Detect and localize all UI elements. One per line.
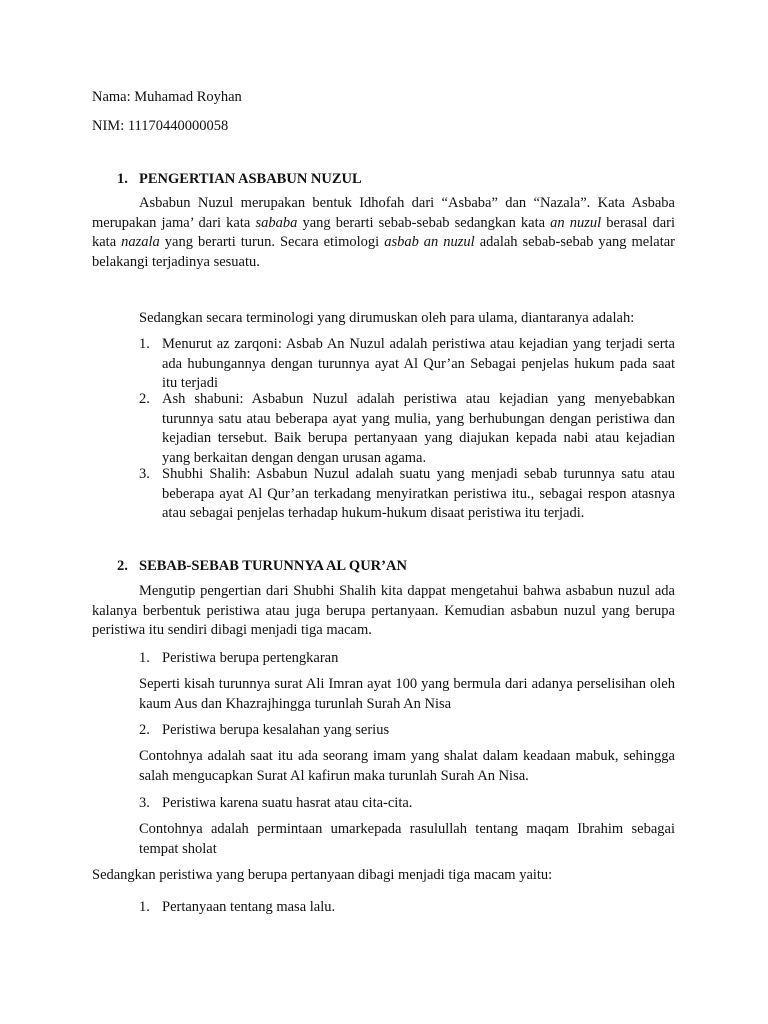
definition-3-number: 3. (139, 466, 150, 482)
definition-3-text: Shubhi Shalih: Asbabun Nuzul adalah suatu yang menjadi sebab turunnya satu atau beberapa ayat Al Qur’an terkadang menyiratkan peristiwa itu., sebagai respon atasnya atau sebagai penjelas terhadap hukum-hukum disaat peristiwa itu terjadi. (162, 466, 675, 521)
section1-number: 1. (117, 171, 128, 187)
student-name: Nama: Muhamad Royhan (92, 89, 242, 105)
definition-2-number: 2. (139, 391, 150, 407)
definition-2-text: Ash shabuni: Asbabun Nuzul adalah peristiwa atau kejadian yang menyebabkan turunnya satu atau beberapa ayat yang mulia, yang berhubungan dengan peristiwa dan kejadian tersebut. Baik berupa pertanyaan yang diajukan kepada nabi atau kejadian yang berkaitan dengan dengan urusan agama. (162, 391, 675, 466)
question-1-number: 1. (139, 899, 150, 915)
section1-paragraph: Asbabun Nuzul merupakan bentuk Idhofah dari “Asbaba” dan “Nazala”. Kata Asbaba merupakan jama’ dari kata sababa yang berarti sebab-sebab sedangkan kata an nuzul berasal dari kata nazala yang berarti turun. Secara etimologi asbab an nuzul adalah sebab-sebab yang melatar belakangi terjadinya sesuatu. (92, 195, 676, 270)
definition-1-number: 1. (139, 336, 150, 352)
event-3-desc: Contohnya adalah permintaan umarkepada rasulullah tentang maqam Ibrahim sebagai tempat sholat (139, 821, 675, 857)
student-nim: NIM: 11170440000058 (92, 118, 229, 134)
event-2-desc: Contohnya adalah saat itu ada seorang imam yang shalat dalam keadaan mabuk, sehingga salah mengucapkan Surat Al kafirun maka turunlah Surah An Nisa. (139, 748, 675, 784)
event-2-number: 2. (139, 722, 150, 738)
question-1-text: Pertanyaan tentang masa lalu. (162, 899, 336, 915)
event-1-desc: Seperti kisah turunnya surat Ali Imran ayat 100 yang bermula dari adanya perselisihan oleh kaum Aus dan Khazrajhingga turunlah Surah An Nisa (139, 676, 675, 712)
section2-number: 2. (117, 558, 128, 574)
event-3-title: Peristiwa karena suatu hasrat atau cita-cita. (162, 795, 413, 811)
section1-intro: Sedangkan secara terminologi yang dirumuskan oleh para ulama, diantaranya adalah: (139, 310, 635, 326)
section2-paragraph: Mengutip pengertian dari Shubhi Shalih kita dappat mengetahui bahwa asbabun nuzul ada kalanya berbentuk peristiwa atau juga berupa pertanyaan. Kemudian asbabun nuzul yang berupa peristiwa itu sendiri dibagi menjadi tiga macam. (92, 583, 675, 638)
event-1-number: 1. (139, 650, 150, 666)
event-3-number: 3. (139, 795, 150, 811)
definition-1-text: Menurut az zarqoni: Asbab An Nuzul adalah peristiwa atau kejadian yang terjadi serta ada hubungannya dengan turunnya ayat Al Qur’an Sebagai penjelas hukum pada saat itu terjadi (162, 336, 675, 391)
section2-question-intro: Sedangkan peristiwa yang berupa pertanyaan dibagi menjadi tiga macam yaitu: (92, 867, 553, 883)
section1-title: PENGERTIAN ASBABUN NUZUL (139, 171, 362, 187)
event-2-title: Peristiwa berupa kesalahan yang serius (162, 722, 390, 738)
event-1-title: Peristiwa berupa pertengkaran (162, 650, 339, 666)
section2-title: SEBAB-SEBAB TURUNNYA AL QUR’AN (139, 558, 407, 574)
